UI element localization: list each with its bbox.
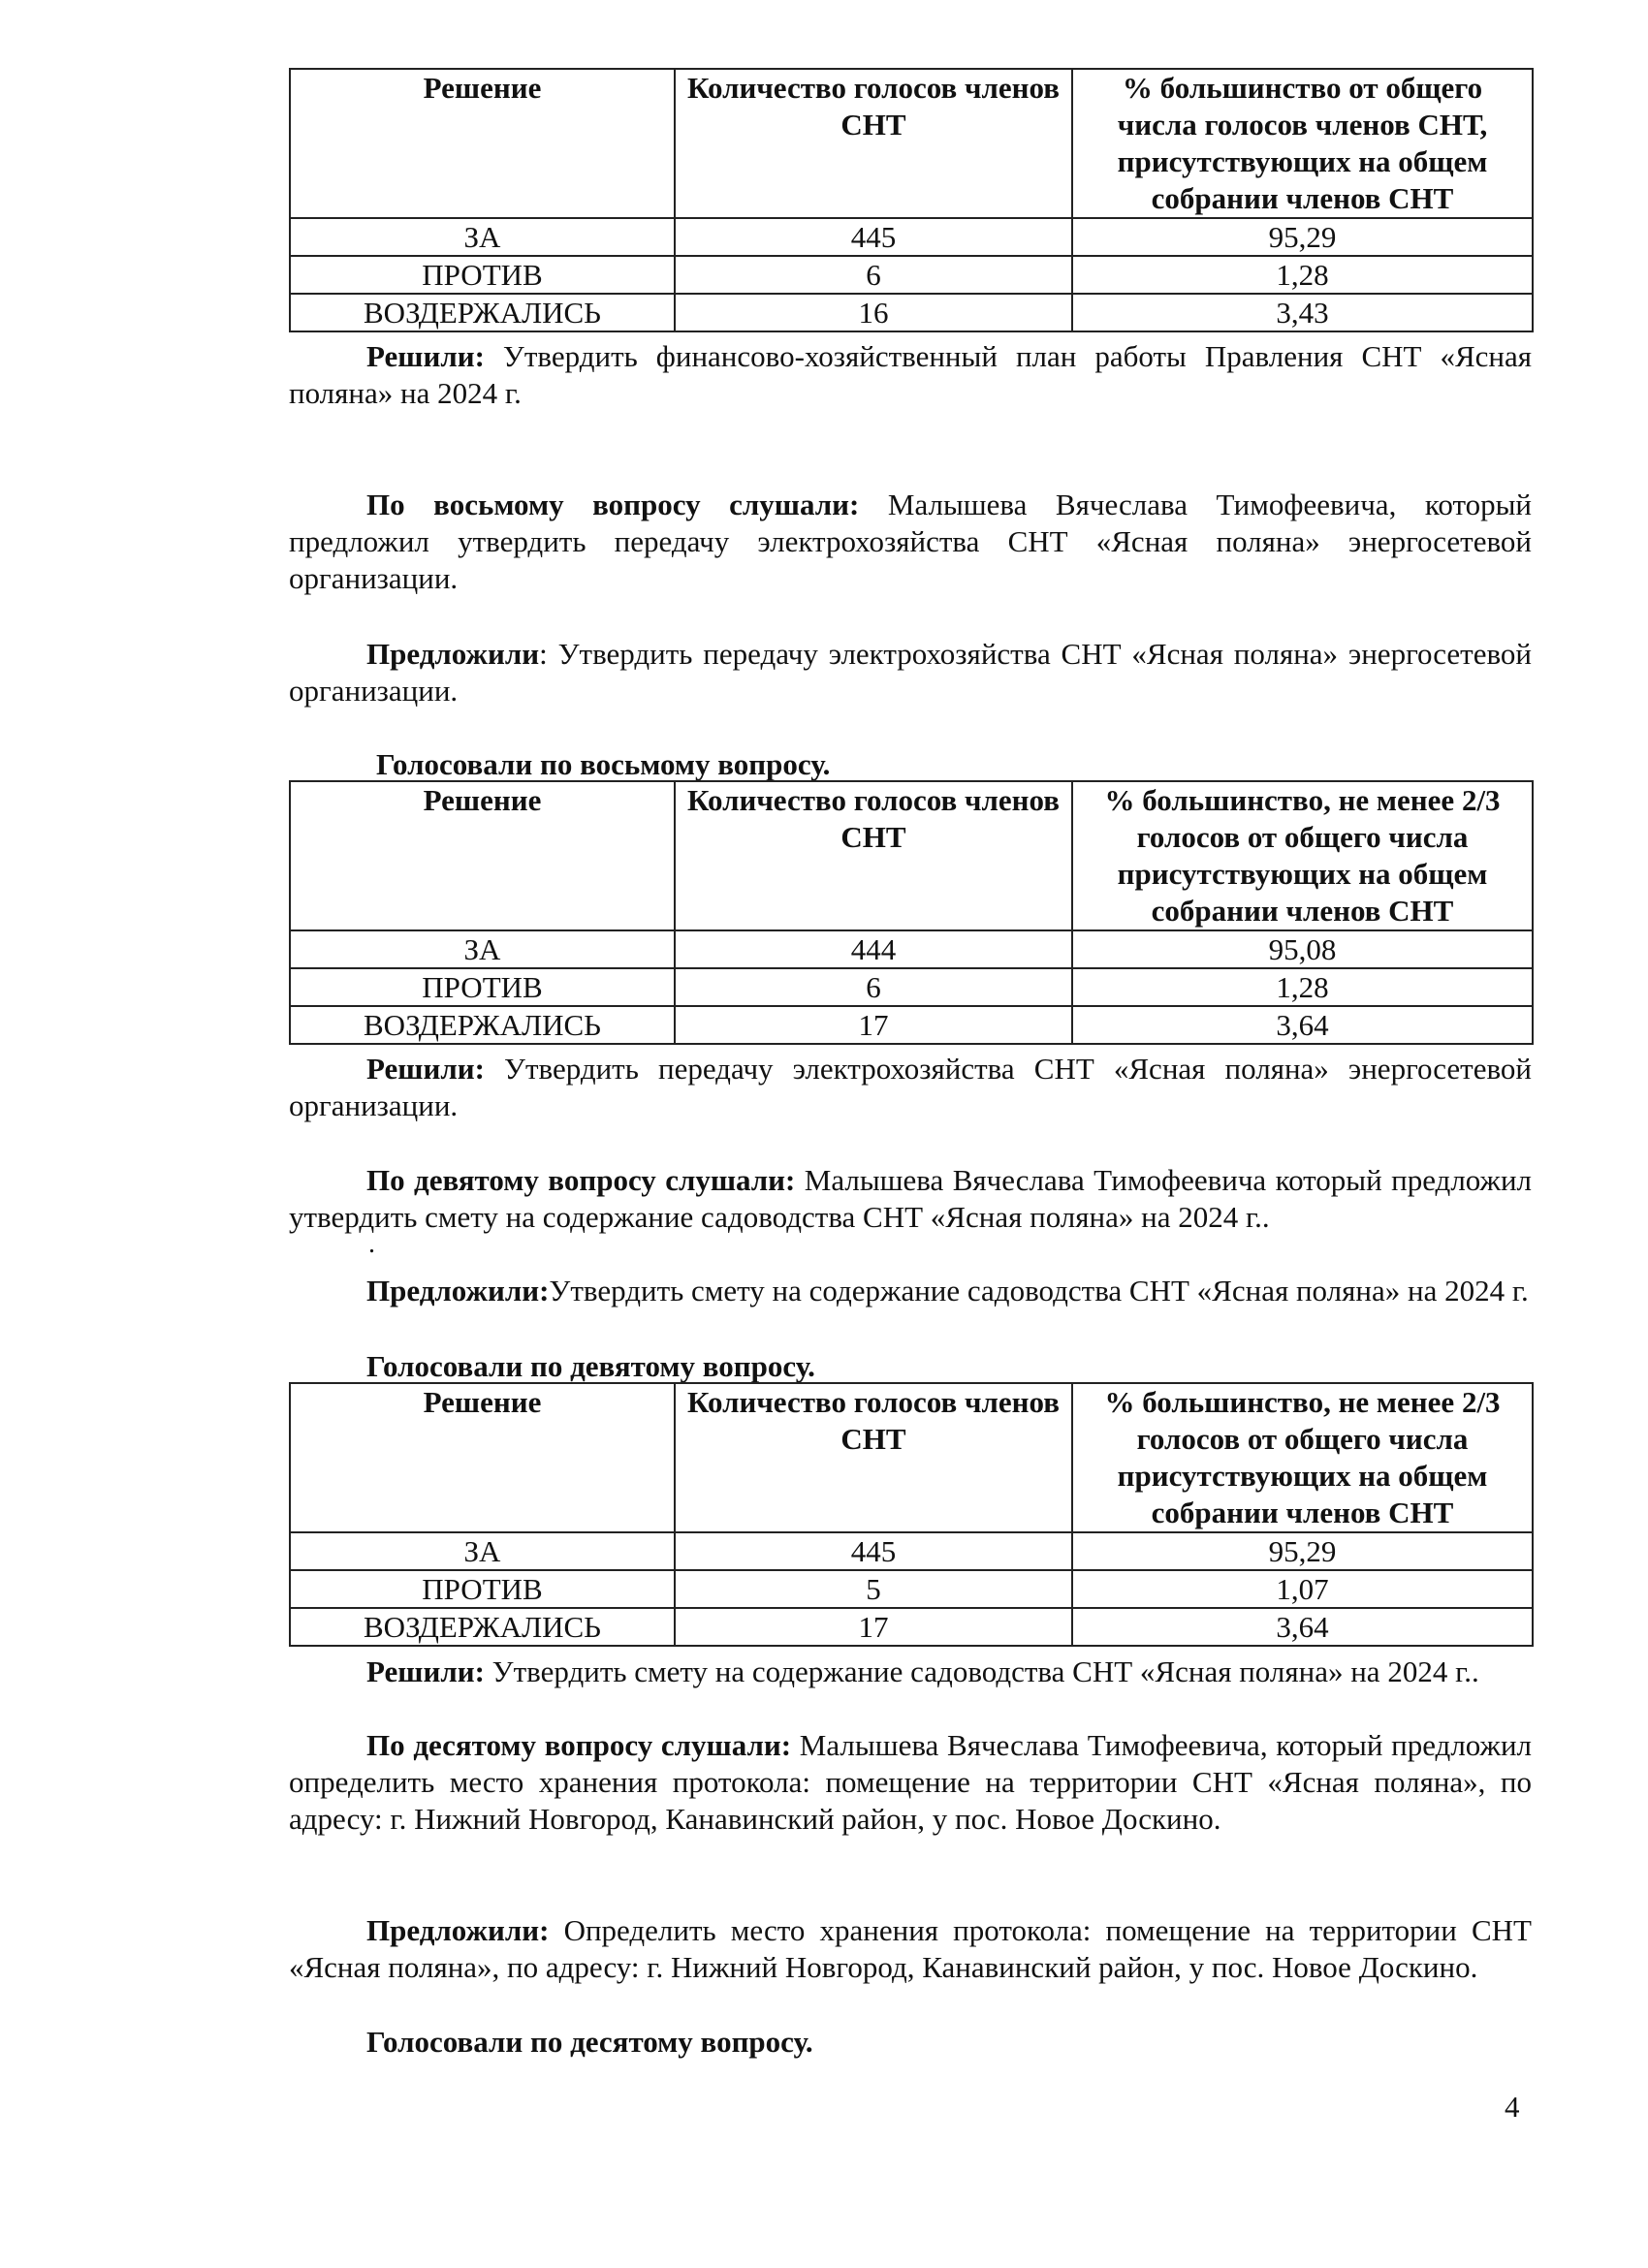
table-row (290, 218, 1533, 256)
q10-heard-text: Малышева Вячеслава Тимофеевича, который предложил определить место хранения протокола: помещение на территории СНТ «Ясная поляна», по адресу: г. Нижний Новгород, Канавинский район, у пос. Новое Доскино. (289, 1728, 1533, 1836)
header-decision: Решение (290, 69, 675, 218)
q8-resolved-label: Решили: (366, 1052, 485, 1086)
vote-table-q8 (289, 780, 1534, 1045)
cell-decision: ВОЗДЕРЖАЛИСЬ (290, 1006, 675, 1044)
table-row (290, 968, 1533, 1006)
q9-resolved-text: Утвердить смету на содержание садоводства СНТ «Ясная поляна» на 2024 г.. (484, 1654, 1479, 1688)
q10-proposed-text: Определить место хранения протокола: помещение на территории СНТ «Ясная поляна», по адресу: г. Нижний Новгород, Канавинский район, у пос. Новое Доскино. (289, 1913, 1532, 1984)
cell-decision: ЗА (290, 218, 675, 256)
q9-heard-text: Малышева Вячеслава Тимофеевича который предложил утвердить смету на содержание садоводства СНТ «Ясная поляна» на 2024 г.. (289, 1163, 1533, 1234)
cell-votes: 17 (675, 1608, 1072, 1646)
q10-proposed-label: Предложили: (366, 1913, 550, 1947)
cell-votes: 445 (675, 1532, 1072, 1570)
cell-percent: 3,64 (1072, 1608, 1533, 1646)
q8-proposed-label: Предложили (366, 637, 540, 671)
cell-decision: ПРОТИВ (290, 256, 675, 294)
table-row (290, 256, 1533, 294)
q8-proposed-text: : Утвердить передачу электрохозяйства СНТ «Ясная поляна» энергосетевой организации. (289, 637, 1532, 708)
q10-voted-label: Голосовали по десятому вопросу. (366, 2025, 813, 2059)
cell-decision: ВОЗДЕРЖАЛИСЬ (290, 1608, 675, 1646)
cell-decision: ЗА (290, 1532, 675, 1570)
cell-percent: 1,28 (1072, 968, 1533, 1006)
cell-decision: ПРОТИВ (290, 1570, 675, 1608)
cell-votes: 16 (675, 294, 1072, 331)
header-decision: Решение (290, 1383, 675, 1532)
table-header-row (290, 69, 1533, 218)
stray-dot: . (368, 1229, 375, 1259)
vote-table-q7 (289, 68, 1534, 332)
cell-percent: 95,29 (1072, 1532, 1533, 1570)
q9-heard-label: По девятому вопросу слушали: (366, 1163, 796, 1197)
q9-resolved-label: Решили: (366, 1654, 485, 1688)
cell-votes: 445 (675, 218, 1072, 256)
header-percent: % большинство, не менее 2/3 голосов от общего числа присутствующих на общем собрании членов СНТ (1072, 781, 1533, 930)
q9-resolved-paragraph (289, 1654, 1532, 1690)
q8-resolved-text: Утвердить передачу электрохозяйства СНТ «Ясная поляна» энергосетевой организации. (289, 1052, 1532, 1122)
q9-proposed-text: Утвердить смету на содержание садоводства СНТ «Ясная поляна» на 2024 г. (549, 1274, 1529, 1307)
cell-votes: 444 (675, 930, 1072, 968)
q9-proposed-paragraph (289, 1273, 1532, 1309)
q8-voted-label: Голосовали по восьмому вопросу. (376, 747, 831, 781)
table-header-row (290, 1383, 1533, 1532)
q8-resolved-paragraph (289, 1051, 1532, 1124)
header-votes: Количество голосов членов СНТ (675, 1383, 1072, 1532)
q8-proposed-paragraph (289, 636, 1532, 709)
q8-heard-text: Малышева Вячеслава Тимофеевича, который предложил утвердить передачу электрохозяйства СНТ «Ясная поляна» энергосетевой организации. (289, 488, 1532, 595)
header-percent: % большинство, не менее 2/3 голосов от общего числа присутствующих на общем собрании членов СНТ (1072, 1383, 1533, 1532)
header-percent: % большинство от общего числа голосов членов СНТ, присутствующих на общем собрании членов СНТ (1072, 69, 1533, 218)
cell-decision: ЗА (290, 930, 675, 968)
q10-proposed-paragraph (289, 1912, 1532, 1986)
table-row (290, 1006, 1533, 1044)
q8-heard-label: По восьмому вопросу слушали: (366, 488, 860, 521)
q9-heard-paragraph (289, 1162, 1532, 1236)
header-votes: Количество голосов членов СНТ (675, 781, 1072, 930)
cell-votes: 6 (675, 256, 1072, 294)
cell-votes: 6 (675, 968, 1072, 1006)
cell-percent: 95,29 (1072, 218, 1533, 256)
table-row (290, 294, 1533, 331)
table-row (290, 930, 1533, 968)
table-row (290, 1570, 1533, 1608)
q10-heard-paragraph (289, 1727, 1532, 1838)
cell-percent: 95,08 (1072, 930, 1533, 968)
q9-proposed-label: Предложили: (366, 1274, 550, 1307)
cell-percent: 1,28 (1072, 256, 1533, 294)
vote-table-q9 (289, 1382, 1534, 1647)
q7-resolved-text: Утвердить финансово-хозяйственный план работы Правления СНТ «Ясная поляна» на 2024 г. (289, 339, 1532, 410)
cell-votes: 5 (675, 1570, 1072, 1608)
q7-resolved-label: Решили: (366, 339, 485, 373)
cell-percent: 1,07 (1072, 1570, 1533, 1608)
q7-resolved-paragraph (289, 338, 1532, 412)
cell-percent: 3,43 (1072, 294, 1533, 331)
q8-heard-paragraph (289, 487, 1532, 597)
table-row (290, 1608, 1533, 1646)
page-number: 4 (1505, 2090, 1520, 2124)
cell-decision: ВОЗДЕРЖАЛИСЬ (290, 294, 675, 331)
q10-heard-label: По десятому вопросу слушали: (366, 1728, 792, 1762)
table-row (290, 1532, 1533, 1570)
header-decision: Решение (290, 781, 675, 930)
header-votes: Количество голосов членов СНТ (675, 69, 1072, 218)
q9-voted-label: Голосовали по девятому вопросу. (366, 1349, 815, 1383)
cell-decision: ПРОТИВ (290, 968, 675, 1006)
table-header-row (290, 781, 1533, 930)
cell-percent: 3,64 (1072, 1006, 1533, 1044)
cell-votes: 17 (675, 1006, 1072, 1044)
